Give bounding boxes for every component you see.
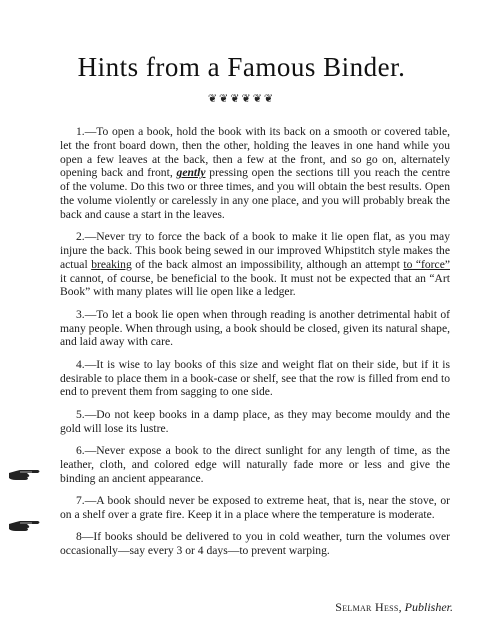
- page-title: Hints from a Famous Binder.: [77, 52, 406, 82]
- hint-2-text-a: 2.—Never try to force the back of a book to make it lie open flat, as you may injure the back. This book being sewed in our improved Whipstitch style makes the actual: [60, 230, 450, 271]
- hint-5: 5.—Do not keep books in a damp place, as they may become mouldy and the gold will lose its lustre.: [60, 407, 450, 435]
- hint-1-emphasis: gently: [176, 166, 206, 180]
- signature: Selmar Hess, Publisher.: [335, 600, 453, 614]
- hint-3: 3.—To let a book lie open when through reading is another detrimental habit of many people. When through using, a book should be closed, given its natural shape, and laid away with care.: [60, 307, 450, 349]
- hint-2-text-b: of the back almost an impossibility, although an attempt: [131, 257, 404, 271]
- signature-name: Selmar Hess: [335, 600, 399, 614]
- pointing-hand-icon: [8, 467, 42, 483]
- signature-role: Publisher.: [404, 600, 453, 614]
- hint-1: [60, 125, 450, 222]
- hint-1-text-a: 1.—To open a book, hold the book with its back on a smooth or covered table, let the front board down, then the other, holding the leaves in one hand while you open a few leaves at the back, then a few at the front, and so go on, alternately opening back and front,: [60, 125, 450, 180]
- hint-6: 6.—Never expose a book to the direct sunlight for any length of time, as the leather, cloth, and colored edge will naturally fade more or less and give the binding an ancient appearance.: [60, 443, 450, 485]
- hint-2-underline-force: to “force”: [403, 257, 450, 271]
- hints-body: [60, 125, 450, 566]
- hint-7: 7.—A book should never be exposed to extreme heat, that is, near the stove, or on a shelf over a grate fire. Keep it in a place where the temperature is moderate.: [60, 493, 450, 521]
- hint-4: 4.—It is wise to lay books of this size and weight flat on their side, but if it is desirable to place them in a book-case or shelf, see that the row is filled from end to end to prevent them from sagging to one side.: [60, 357, 450, 399]
- hint-2: [60, 230, 450, 299]
- hint-8: 8—If books should be delivered to you in cold weather, turn the volumes over occasionally—say every 3 or 4 days—to prevent warping.: [60, 530, 450, 557]
- hint-2-underline-breaking: breaking: [91, 257, 132, 271]
- pointing-hand-icon: [8, 518, 42, 534]
- hint-1-text-b: pressing open the sections till you reach the centre of the volume. Do this two or three times, and you will obtain the best results. Open the volume violently or carelessly in any one place, and you will probably break the back and cause a start in the leaves.: [60, 166, 450, 221]
- ornament-row: ❦❦❦❦❦❦: [207, 92, 276, 105]
- hint-2-text-c: it cannot, of course, be beneficial to the book. It must not be expected that an “Art Book” with many plates will lie open like a ledger.: [60, 271, 450, 299]
